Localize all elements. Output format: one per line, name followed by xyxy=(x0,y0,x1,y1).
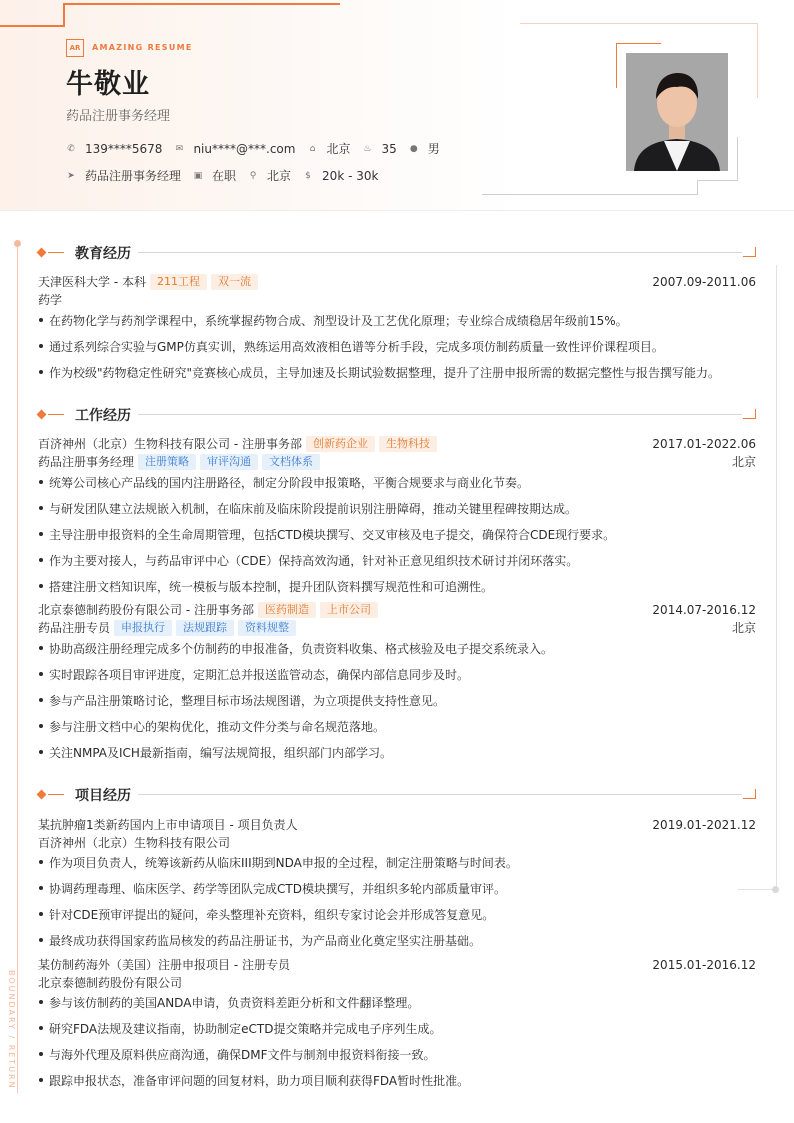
header-frame-line xyxy=(757,23,758,98)
project-bullet: 与海外代理及原料供应商沟通，确保DMF文件与制剂申报资料衔接一致。 xyxy=(38,1046,756,1063)
location-pin-icon: ⚲ xyxy=(249,170,257,181)
age-value: 35 xyxy=(381,141,397,156)
section-dash xyxy=(48,794,64,795)
role-name: 药品注册专员 xyxy=(38,621,111,635)
role-tag: 审评沟通 xyxy=(200,454,258,470)
school-name: 天津医科大学 - 本科 xyxy=(38,275,146,289)
project-bullet: 最终成功获得国家药监局核发的药品注册证书，为产品商业化奠定坚实注册基础。 xyxy=(38,932,756,949)
mail-icon: ✉ xyxy=(175,143,184,154)
header-frame-line xyxy=(520,23,758,24)
work-bullet: 关注NMPA及ICH最新指南，编写法规简报，组织部门内部学习。 xyxy=(38,744,756,761)
project-title: 某仿制药海外（美国）注册申报项目 - 注册专员 xyxy=(38,958,290,972)
city-value: 北京 xyxy=(326,142,351,156)
brand-logo: AR xyxy=(66,39,84,57)
section-title: 项目经历 xyxy=(75,788,131,804)
work-company-row xyxy=(38,435,756,452)
work-bullet: 实时跟踪各项目审评进度，定期汇总并报送监管动态，确保内部信息同步及时。 xyxy=(38,666,756,683)
section-diamond-icon xyxy=(37,410,47,420)
project-bullet: 针对CDE预审评提出的疑问，牵头整理补充资料，组织专家讨论会并形成答复意见。 xyxy=(38,906,756,923)
school-tag: 双一流 xyxy=(211,274,258,290)
salary-value: 20k - 30k xyxy=(322,168,379,183)
project-org-row xyxy=(38,974,756,991)
company-name: 百济神州（北京）生物科技有限公司 - 注册事务部 xyxy=(38,437,302,451)
header-frame-line xyxy=(482,194,698,195)
section-divider xyxy=(138,252,742,253)
company-tag: 上市公司 xyxy=(320,602,378,618)
role-name: 药品注册事务经理 xyxy=(38,455,135,469)
gender-item xyxy=(409,140,440,157)
section-dash xyxy=(48,414,64,415)
phone-icon: ✆ xyxy=(67,143,75,154)
project-bullet: 参与该仿制药的美国ANDA申请，负责资料差距分析和文件翻译整理。 xyxy=(38,994,756,1011)
education-bullet: 在药物化学与药剂学课程中，系统掌握药物合成、剂型设计及工艺优化原理；专业综合成绩稳居年级前15%。 xyxy=(38,312,756,329)
work-period: 2017.01-2022.06 xyxy=(652,436,756,451)
role-tag: 法规跟踪 xyxy=(176,620,234,636)
role-tag: 资料规整 xyxy=(238,620,296,636)
email-item xyxy=(174,142,295,156)
briefcase-icon: ▣ xyxy=(193,170,203,181)
job-intent-row xyxy=(66,167,390,184)
project-bullet: 研究FDA法规及建议指南，协助制定eCTD提交策略并完成电子序列生成。 xyxy=(38,1020,756,1037)
education-header-row xyxy=(38,273,756,290)
section-corner-mark xyxy=(743,789,756,799)
header-accent-line xyxy=(63,4,65,27)
gender-icon: ● xyxy=(409,143,418,154)
status-item xyxy=(193,167,236,184)
send-icon: ➤ xyxy=(67,170,75,181)
left-timeline xyxy=(17,243,18,1093)
profile-photo xyxy=(626,53,728,171)
phone-value: 139****5678 xyxy=(85,141,163,156)
section-title: 工作经历 xyxy=(75,408,131,424)
header-frame-line xyxy=(697,180,698,195)
contact-row xyxy=(66,140,452,157)
section-title: 教育经历 xyxy=(75,246,131,262)
education-major: 药学 xyxy=(38,293,63,307)
company-tag: 创新药企业 xyxy=(306,436,375,452)
role-tag: 申报执行 xyxy=(114,620,172,636)
section-corner-mark xyxy=(743,409,756,419)
brand-label: AMAZING RESUME xyxy=(92,43,193,52)
role-tag: 文档体系 xyxy=(262,454,320,470)
project-title: 某抗肿瘤1类新药国内上市申请项目 - 项目负责人 xyxy=(38,818,298,832)
portrait-illustration xyxy=(626,53,728,171)
work-location: 北京 xyxy=(731,455,756,469)
project-org: 北京泰德制药股份有限公司 xyxy=(38,976,183,990)
section-corner-mark xyxy=(743,247,756,257)
target-city-item xyxy=(248,167,291,184)
candidate-name: 牛敬业 xyxy=(66,69,150,100)
work-role-row xyxy=(38,619,756,636)
cake-icon: ♨ xyxy=(363,143,372,154)
work-period: 2014.07-2016.12 xyxy=(652,602,756,617)
section-divider xyxy=(138,794,742,795)
header-accent-line xyxy=(63,3,340,5)
status-value: 在职 xyxy=(212,169,237,183)
company-tag: 生物科技 xyxy=(379,436,437,452)
city-item xyxy=(307,140,350,157)
section-divider xyxy=(138,414,742,415)
salary-item xyxy=(303,169,378,183)
company-name: 北京泰德制药股份有限公司 - 注册事务部 xyxy=(38,603,254,617)
work-bullet: 协助高级注册经理完成多个仿制药的申报准备，负责资料收集、格式核验及电子提交系统录入。 xyxy=(38,640,756,657)
section-dash xyxy=(48,252,64,253)
role-tag: 注册策略 xyxy=(138,454,196,470)
work-role-row xyxy=(38,453,756,470)
target-role-value: 药品注册事务经理 xyxy=(85,169,182,183)
header-accent-line xyxy=(0,25,64,27)
education-bullet: 通过系列综合实验与GMP仿真实训，熟练运用高效液相色谱等分析手段，完成多项仿制药质量一致性评价课程项目。 xyxy=(38,338,756,355)
timeline-dot xyxy=(14,240,21,247)
section-diamond-icon xyxy=(37,248,47,258)
project-title-row xyxy=(38,816,756,833)
section-work xyxy=(38,404,756,424)
work-bullet: 参与注册文档中心的架构优化，推动文件分类与命名规范落地。 xyxy=(38,718,756,735)
right-guide-line xyxy=(776,265,777,890)
school-tag: 211工程 xyxy=(150,274,207,290)
work-bullet: 搭建注册文档知识库，统一模板与版本控制，提升团队资料撰写规范性和可追溯性。 xyxy=(38,578,756,595)
home-icon: ⌂ xyxy=(309,143,316,154)
phone-item xyxy=(66,142,162,156)
project-bullet: 协调药理毒理、临床医学、药学等团队完成CTD模块撰写，并组织多轮内部质量审评。 xyxy=(38,880,756,897)
header-frame-line xyxy=(697,180,738,181)
work-bullet: 作为主要对接人，与药品审评中心（CDE）保持高效沟通，针对补正意见组织技术研讨并闭环落实。 xyxy=(38,552,756,569)
work-bullet: 主导注册申报资料的全生命周期管理，包括CTD模块撰写、交叉审核及电子提交，确保符合CDE现行要求。 xyxy=(38,526,756,543)
project-period: 2019.01-2021.12 xyxy=(652,817,756,832)
company-tag: 医药制造 xyxy=(258,602,316,618)
target-city-value: 北京 xyxy=(267,169,292,183)
project-org: 百济神州（北京）生物科技有限公司 xyxy=(38,836,231,850)
education-bullet: 作为校级"药物稳定性研究"竞赛核心成员，主导加速及长期试验数据整理，提升了注册申报所需的数据完整性与报告撰写能力。 xyxy=(38,364,756,381)
candidate-title: 药品注册事务经理 xyxy=(66,109,171,124)
project-bullet: 作为项目负责人，统筹该新药从临床III期到NDA申报的全过程，制定注册策略与时间表。 xyxy=(38,854,756,871)
money-icon: $ xyxy=(305,170,311,181)
email-value: niu****@***.com xyxy=(193,141,296,156)
work-bullet: 与研发团队建立法规嵌入机制，在临床前及临床阶段提前识别注册障碍，推动关键里程碑按期达成。 xyxy=(38,500,756,517)
age-item xyxy=(362,142,396,156)
target-role-item xyxy=(66,167,181,184)
project-bullet: 跟踪申报状态，准备审评问题的回复材料，助力项目顺利获得FDA暂时性批准。 xyxy=(38,1072,756,1089)
project-period: 2015.01-2016.12 xyxy=(652,957,756,972)
education-period: 2007.09-2011.06 xyxy=(652,274,756,289)
section-diamond-icon xyxy=(37,790,47,800)
work-company-row xyxy=(38,601,756,618)
section-education xyxy=(38,242,756,262)
section-projects xyxy=(38,784,756,804)
side-watermark: BOUNDARY / RETURN xyxy=(7,970,16,1090)
work-bullet: 参与产品注册策略讨论，整理目标市场法规图谱，为立项提供支持性意见。 xyxy=(38,692,756,709)
right-guide-dot xyxy=(772,886,779,893)
project-title-row xyxy=(38,956,756,973)
work-location: 北京 xyxy=(731,621,756,635)
project-org-row xyxy=(38,834,756,851)
header-frame-line xyxy=(737,137,738,181)
education-major-row xyxy=(38,291,756,308)
gender-value: 男 xyxy=(427,142,440,156)
work-bullet: 统筹公司核心产品线的国内注册路径，制定分阶段申报策略，平衡合规要求与商业化节奏。 xyxy=(38,474,756,491)
